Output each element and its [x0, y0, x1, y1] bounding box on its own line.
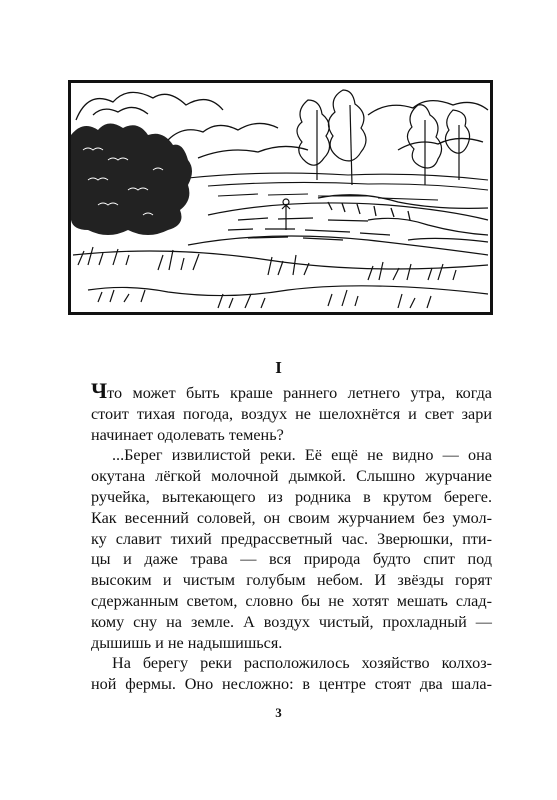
text-line: сдержанным светом, словно бы не хотят мешать слад- [91, 591, 492, 610]
text-line: ку славит тихий предрассветный час. Зверюшки, пти- [91, 529, 492, 548]
text-line: ручейка, вытекающего из родника в крутом береге. [91, 487, 492, 506]
text-line-rest: то может быть краше раннего летнего утра, когда [107, 384, 492, 402]
body-text [91, 378, 492, 695]
text-line: кому сну на земле. А воздух чистый, прохладный — [91, 612, 492, 631]
text-line: ...Берег извилистой реки. Её ещё не видно — она [112, 446, 492, 465]
drop-cap: Ч [91, 378, 108, 403]
text-line: высоким и чистым голубым небом. И звёзды горят [91, 571, 492, 590]
landscape-illustration [68, 80, 493, 315]
text-line [91, 378, 492, 404]
text-line: Как весенний соловей, он своим журчанием без умол- [91, 508, 492, 527]
text-line: цы и даже трава — вся природа будто спит под [91, 550, 492, 569]
text-line: окутана лёгкой молочной дымкой. Слышно журчание [91, 467, 492, 486]
page-number: 3 [275, 705, 282, 720]
text-line: стоит тихая погода, воздух не шелохнётся и свет зари [91, 404, 492, 423]
text-line: начинает одолевать темень? [91, 425, 284, 444]
chapter-number: I [275, 358, 282, 377]
text-line: На берегу реки расположилось хозяйство колхоз- [112, 654, 492, 673]
text-line: дышишь и не надышишься. [91, 633, 283, 652]
text-line: ной фермы. Оно несложно: в центре стоят два шала- [91, 675, 492, 694]
